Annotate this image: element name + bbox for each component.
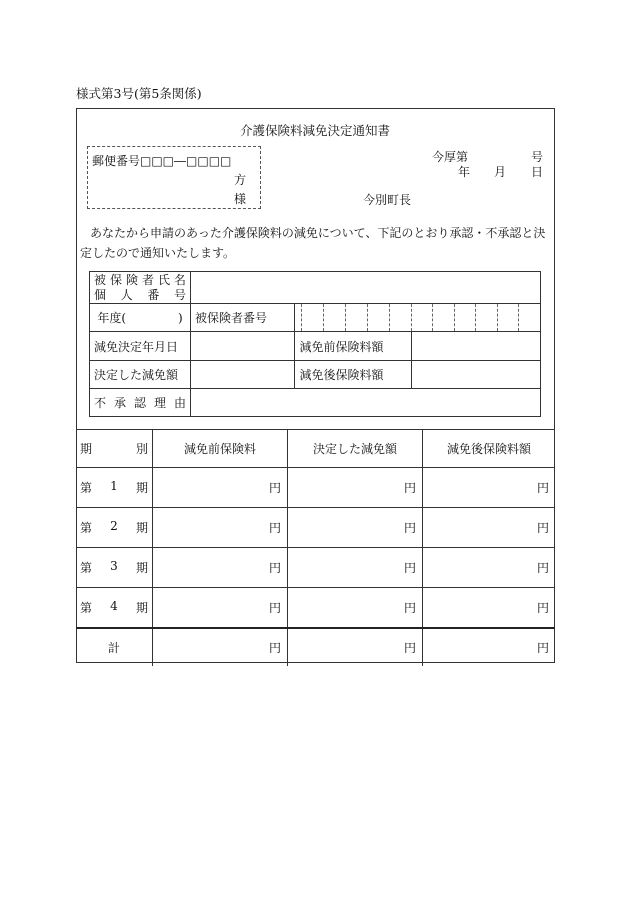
period-label: 第 4 期: [76, 588, 153, 628]
period-label: 第 1 期: [76, 468, 153, 508]
decision-date-field[interactable]: [191, 332, 295, 361]
table-row: [76, 548, 555, 588]
before-cell[interactable]: 円: [153, 468, 288, 508]
period-table: [76, 429, 555, 666]
after-cell[interactable]: 円: [423, 548, 556, 588]
issue-number-prefix: 今厚第: [432, 150, 469, 164]
after-amount-field[interactable]: [411, 361, 540, 389]
total-after-cell[interactable]: 円: [423, 628, 556, 666]
insured-name-field[interactable]: [191, 272, 541, 304]
reason-label: 不 承 認 理 由: [90, 389, 191, 417]
total-before-cell[interactable]: 円: [153, 628, 288, 666]
date-day: 日: [531, 165, 544, 179]
mayor-name: 今別町長: [363, 193, 412, 207]
after-amount-label: 減免後保険料額: [295, 361, 411, 389]
before-cell[interactable]: 円: [153, 588, 288, 628]
header-after: 減免後保険料額: [423, 430, 556, 468]
decided-amount-label: 決定した減免額: [90, 361, 191, 389]
table-row: [76, 468, 555, 508]
body-text-line2: 定したので通知いたします。: [80, 246, 236, 260]
total-label: 計: [76, 628, 153, 666]
before-amount-label: 減免前保険料額: [295, 332, 411, 361]
date-month: 月: [494, 165, 507, 179]
decided-amount-field[interactable]: [191, 361, 295, 389]
body-text-line1: あなたから申請のあった介護保険料の減免について、下記のとおり承認・不承認と決: [90, 226, 546, 240]
insured-number-cell[interactable]: [295, 304, 302, 332]
total-row: [76, 628, 555, 666]
period-label: 第 2 期: [76, 508, 153, 548]
decision-date-label: 減免決定年月日: [90, 332, 191, 361]
date-year: 年: [458, 165, 471, 179]
decided-cell[interactable]: 円: [288, 468, 423, 508]
reason-field[interactable]: [191, 389, 541, 417]
form-number: 様式第3号(第5条関係): [76, 86, 202, 101]
insured-number-label: 被保険者番号: [191, 304, 295, 332]
document-title: 介護保険料減免決定通知書: [239, 123, 390, 138]
sama-label: 様: [234, 192, 247, 206]
issue-number-suffix: 号: [531, 150, 544, 164]
header-decided: 決定した減免額: [288, 430, 423, 468]
before-cell[interactable]: 円: [153, 508, 288, 548]
before-amount-field[interactable]: [411, 332, 540, 361]
before-cell[interactable]: 円: [153, 548, 288, 588]
total-decided-cell[interactable]: 円: [288, 628, 423, 666]
nendo-label: 年度( ): [90, 304, 191, 332]
after-cell[interactable]: 円: [423, 588, 556, 628]
table-row: [76, 588, 555, 628]
header-before: 減免前保険料: [153, 430, 288, 468]
table-row: [76, 508, 555, 548]
after-cell[interactable]: 円: [423, 508, 556, 548]
info-table: [89, 271, 541, 417]
insured-name-label: 被 保 険 者 氏 名 個 人 番 号: [90, 272, 191, 304]
decided-cell[interactable]: 円: [288, 508, 423, 548]
postal-code: 郵便番号□□□―□□□□: [92, 154, 232, 168]
after-cell[interactable]: 円: [423, 468, 556, 508]
period-label: 第 3 期: [76, 548, 153, 588]
decided-cell[interactable]: 円: [288, 588, 423, 628]
decided-cell[interactable]: 円: [288, 548, 423, 588]
kata-label: 方: [234, 173, 247, 187]
header-period: 期 別: [76, 430, 153, 468]
